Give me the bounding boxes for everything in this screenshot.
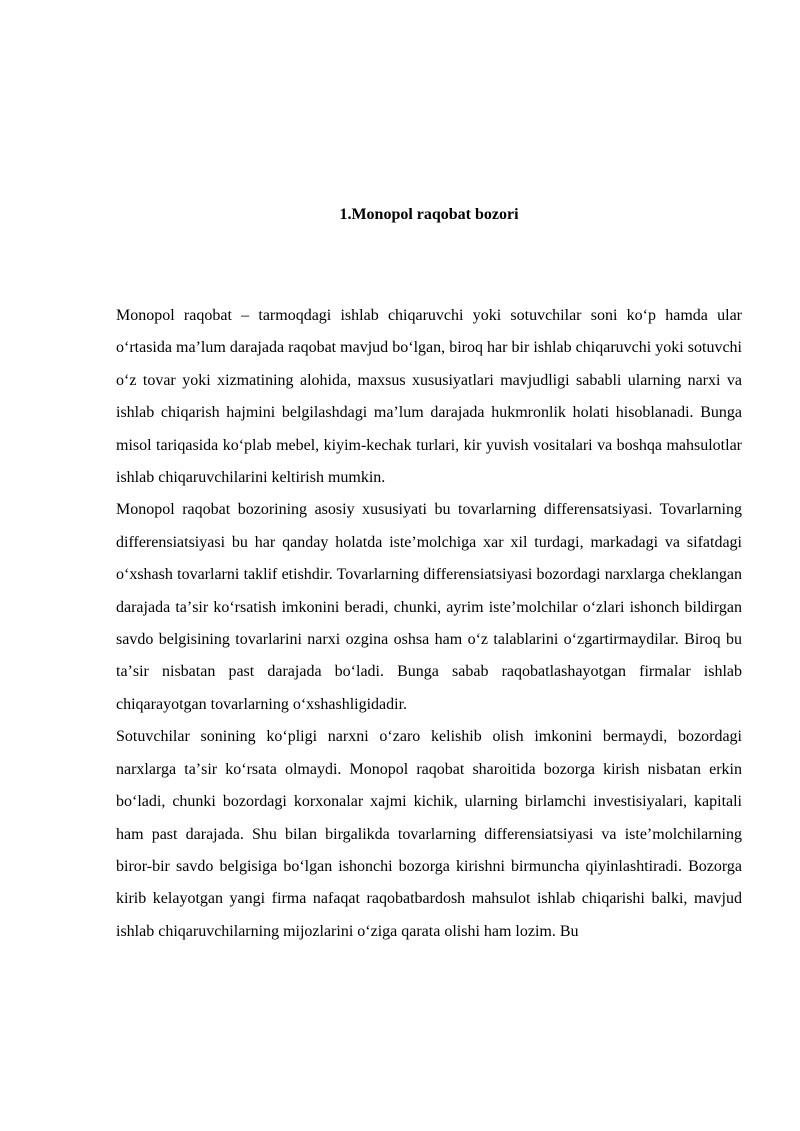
document-body	[116, 300, 742, 948]
paragraph-definition: Monopol raqobat – tarmoqdagi ishlab chiqaruvchi yoki sotuvchilar soni koʻp hamda ular oʻrtasida maʼlum darajada raqobat mavjud boʻlgan, biroq har bir ishlab chiqaruvchi yoki sotuvchi oʻz tovar yoki xizmatining alohida, maxsus xususiyatlari mavjudligi sababli ularning narxi va ishlab chiqarish hajmini belgilashdagi maʼlum darajada hukmronlik holati hisoblanadi. Bunga misol tariqasida koʻplab mebel, kiyim-kechak turlari, kir yuvish vositalari va boshqa mahsulotlar ishlab chiqaruvchilarini keltirish mumkin.	[116, 307, 742, 487]
paragraph-differentiation: Monopol raqobat bozorining asosiy xususiyati bu tovarlarning differensatsiyasi. Tovarlarning differensiatsiyasi bu har qanday holatda isteʼmolchiga xar xil turdagi, markadagi va sifatdagi oʻxshash tovarlarni taklif etishdir. Tovarlarning differensiatsiyasi bozordagi narxlarga cheklangan darajada taʼsir koʻrsatish imkonini beradi, chunki, ayrim isteʼmolchilar oʻzlari ishonch bildirgan savdo belgisining tovarlarini narxi ozgina oshsa ham oʻz talablarini oʻzgartirmaydilar. Biroq bu taʼsir nisbatan past darajada boʻladi. Bunga sabab raqobatlashayotgan firmalar ishlab chiqarayotgan tovarlarning oʻxshashligidadir.	[116, 501, 742, 713]
paragraph-market-entry: Sotuvchilar sonining koʻpligi narxni oʻzaro kelishib olish imkonini bermaydi, bozordagi narxlarga taʼsir koʻrsata olmaydi. Monopol raqobat sharoitida bozorga kirish nisbatan erkin boʻladi, chunki bozordagi korxonalar xajmi kichik, ularning birlamchi investisiyalari, kapitali ham past darajada. Shu bilan birgalikda tovarlarning differensiatsiyasi va isteʼmolchilarning biror-bir savdo belgisiga boʻlgan ishonchi bozorga kirishni birmuncha qiyinlashtiradi. Bozorga kirib kelayotgan yangi firma nafaqat raqobatbardosh mahsulot ishlab chiqarishi balki, mavjud ishlab chiqaruvchilarning mijozlarini oʻziga qarata olishi ham lozim. Bu	[116, 728, 742, 940]
section-heading: 1.Monopol raqobat bozori	[339, 206, 519, 223]
